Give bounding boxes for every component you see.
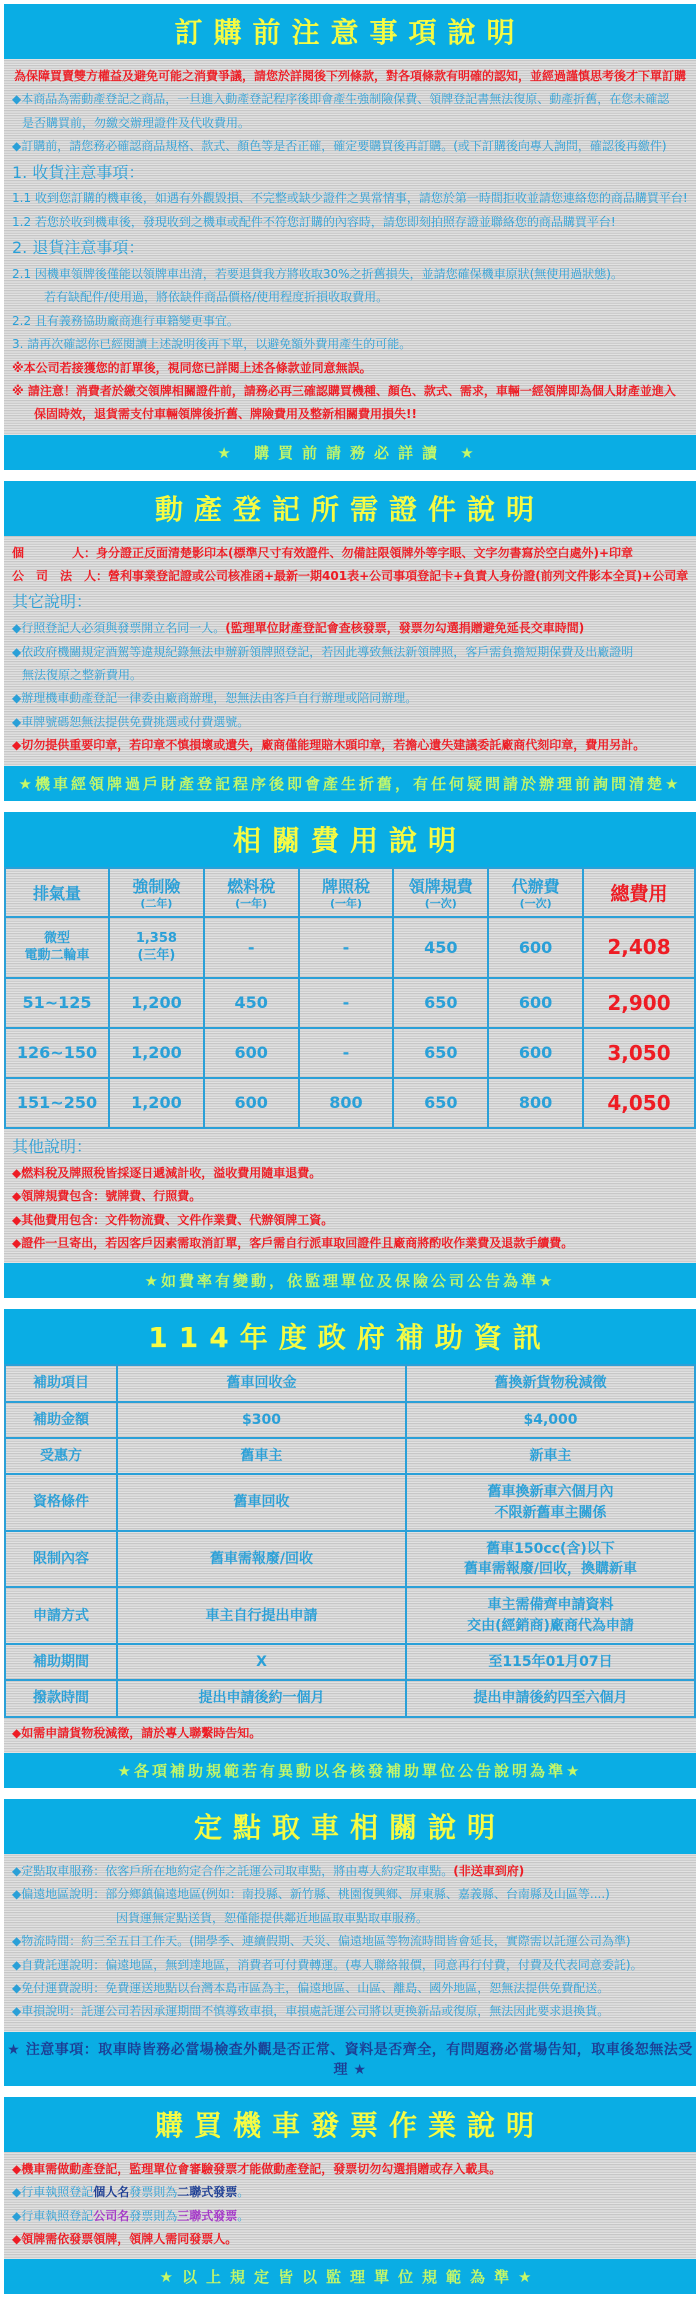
text-segment: 1.2 若您於收到機車後，發現收到之機車或配件不符您訂購的內容時，請您即刻拍照存證並聯絡您的商品購買平台! bbox=[12, 214, 616, 229]
table-cell: 800 bbox=[488, 1078, 583, 1128]
section-footer bbox=[4, 1263, 696, 1298]
text-line bbox=[12, 65, 688, 88]
text-line bbox=[12, 2205, 688, 2228]
table-cell: 微型 電動二輪車 bbox=[5, 917, 109, 978]
table-cell: 600 bbox=[488, 917, 583, 978]
text-segment: ◆燃料稅及牌照稅皆採逐日遞減計收，溢收費用隨車退費。 bbox=[12, 1165, 322, 1180]
text-line bbox=[12, 187, 688, 210]
table-row bbox=[5, 1402, 695, 1438]
text-line bbox=[12, 159, 688, 188]
table-cell: - bbox=[299, 1028, 394, 1078]
table-header-row bbox=[5, 868, 695, 917]
table-cell: 600 bbox=[488, 978, 583, 1028]
text-segment: ◆如需申請貨物稅減徵，請於專人聯繫時告知。 bbox=[12, 1725, 262, 1740]
table-row bbox=[5, 1531, 695, 1588]
text-line bbox=[12, 617, 688, 640]
section-title: 購買機車發票作業說明 bbox=[154, 2108, 545, 2142]
section-related-fees bbox=[4, 812, 696, 1299]
text-segment: 個人名 bbox=[93, 2185, 130, 2200]
table-cell: $300 bbox=[117, 1402, 406, 1438]
fee-table bbox=[4, 867, 696, 1129]
text-segment: 若有缺配件/使用過，將依缺件商品價格/使用程度折損收取費用。 bbox=[44, 290, 389, 305]
text-line bbox=[12, 112, 688, 135]
table-cell: X bbox=[117, 1644, 406, 1680]
text-segment: ◆定點取車服務：依客戶所在地約定合作之託運公司取車點，將由專人約定取車點。 bbox=[12, 1864, 454, 1878]
section-pickup-info bbox=[4, 1799, 696, 2086]
text-segment: ◆車損說明：託運公司若因承運期間不慎導致車損，車損處託運公司將以更換新品或復原，無法因此要求退換貨。 bbox=[12, 2004, 610, 2019]
section-footer bbox=[4, 1753, 696, 1788]
table-cell: 450 bbox=[393, 917, 488, 978]
table-cell: 提出申請後約一個月 bbox=[117, 1680, 406, 1716]
footer-note: ★如費率有變動，依監理單位及保險公司公告為準★ bbox=[144, 1272, 556, 1291]
footer-note: ★機車經領牌過戶財產登記程序後即會產生折舊，有任何疑問請於辦理前詢問清楚★ bbox=[18, 774, 682, 793]
data-table bbox=[4, 1364, 696, 1717]
footer-note: ★ 購買前請務必詳讀 ★ bbox=[217, 443, 483, 462]
table-row bbox=[5, 1438, 695, 1474]
text-segment: ◆偏遠地區說明：部分鄉鎮偏遠地區(例如：南投縣、新竹縣、桃園復興鄉、屏東縣、嘉義縣、台南縣及山區等....) bbox=[12, 1887, 610, 1902]
table-cell: 限制內容 bbox=[5, 1531, 117, 1588]
section-government-subsidy bbox=[4, 1309, 696, 1788]
table-row bbox=[5, 1587, 695, 1644]
table-cell: 1,200 bbox=[109, 1078, 204, 1128]
table-cell: 領牌規費 (一次) bbox=[393, 868, 488, 917]
table-cell: 撥款時間 bbox=[5, 1680, 117, 1716]
text-line bbox=[12, 1930, 688, 1953]
section-title: 動產登記所需證件說明 bbox=[154, 492, 545, 526]
subsidy-notes bbox=[4, 1718, 696, 1753]
text-segment: 公司名 bbox=[93, 2208, 130, 2223]
data-table bbox=[4, 867, 696, 1129]
text-segment: ◆行車執照登記 bbox=[12, 2185, 94, 2200]
text-line bbox=[12, 2158, 688, 2181]
text-segment: 1. 收貨注意事項： bbox=[12, 162, 145, 182]
table-cell: 800 bbox=[299, 1078, 394, 1128]
table-row bbox=[5, 1474, 695, 1531]
table-cell: $4,000 bbox=[406, 1402, 695, 1438]
table-cell: 650 bbox=[393, 978, 488, 1028]
table-cell: 補助金額 bbox=[5, 1402, 117, 1438]
section-header bbox=[4, 812, 696, 867]
section-invoice-info bbox=[4, 2097, 696, 2295]
table-cell: 舊車150cc(含)以下 舊車需報廢/回收，換購新車 bbox=[406, 1531, 695, 1588]
text-segment: 發票則為 bbox=[129, 2208, 178, 2223]
text-segment: ◆證件一旦寄出，若因客戶因素需取消訂單，客戶需自行派車取回證件且廠商將酌收作業費及退款手續費。 bbox=[12, 1235, 574, 1250]
text-line bbox=[12, 664, 688, 687]
text-segment: ※ 請注意！消費者於繳交領牌相關證件前，請務必再三確認購買機種、顏色、款式、需求，車輛一經領牌即為個人財產並進入 bbox=[12, 383, 676, 398]
table-cell: 3,050 bbox=[583, 1028, 695, 1078]
text-segment: 其它說明： bbox=[12, 592, 93, 612]
table-cell: 450 bbox=[204, 978, 299, 1028]
table-cell: 受惠方 bbox=[5, 1438, 117, 1474]
table-cell: 51~125 bbox=[5, 978, 109, 1028]
text-segment: ◆切勿提供重要印章，若印章不慎損壞或遺失，廠商僅能理賠木頭印章，若擔心遺失建議委託廠商代刻印章，費用另計。 bbox=[12, 738, 646, 753]
text-segment: ◆物流時間：約三至五日工作天。(開學季、連續假期、天災、偏遠地區等物流時間皆會延長，實際需以託運公司為準) bbox=[12, 1934, 631, 1949]
table-row bbox=[5, 917, 695, 978]
text-segment: 公 司 法 人：營利事業登記證或公司核准函+最新一期401表+公司事項登記卡+負責人身份證(前列文件影本全頁)+公司章 bbox=[12, 569, 688, 584]
text-segment: ◆依政府機關規定酒駕等違規紀錄無法申辦新領牌照登記，若因此導致無法新領牌照，客戶需負擔短期保費及出廠證明 bbox=[12, 644, 634, 659]
text-segment: 2. 退貨注意事項： bbox=[12, 238, 145, 258]
section-registration-documents bbox=[4, 481, 696, 801]
text-line bbox=[12, 88, 688, 111]
table-row bbox=[5, 1644, 695, 1680]
text-line bbox=[12, 1860, 688, 1883]
text-line bbox=[12, 1954, 688, 1977]
table-cell: 代辦費 (一次) bbox=[488, 868, 583, 917]
text-line bbox=[12, 1722, 688, 1745]
table-cell: 600 bbox=[204, 1078, 299, 1128]
page-title: 訂購前注意事項說明 bbox=[174, 16, 526, 49]
table-cell: 2,900 bbox=[583, 978, 695, 1028]
text-line bbox=[12, 234, 688, 263]
table-row bbox=[5, 1078, 695, 1128]
text-segment: ◆行照登記人必須與發票開立名同一人。 bbox=[12, 621, 226, 636]
section-footer bbox=[4, 2259, 696, 2294]
table-cell: 1,358 (三年) bbox=[109, 917, 204, 978]
text-line bbox=[12, 333, 688, 356]
footer-note: ★以上規定皆以監理單位規範為準★ bbox=[159, 2268, 541, 2287]
text-segment: (非送車到府) bbox=[453, 1864, 525, 1878]
section-title: 定點取車相關說明 bbox=[193, 1811, 506, 1844]
text-line bbox=[12, 286, 688, 309]
table-cell: 補助項目 bbox=[5, 1365, 117, 1401]
table-cell: - bbox=[204, 917, 299, 978]
text-line bbox=[12, 1232, 688, 1255]
table-cell: 2,408 bbox=[583, 917, 695, 978]
section-body bbox=[4, 2152, 696, 2260]
text-segment: 發票則為 bbox=[129, 2185, 178, 2200]
text-line bbox=[12, 357, 688, 380]
table-cell: 舊車主 bbox=[117, 1438, 406, 1474]
text-line bbox=[12, 734, 688, 757]
section-footer bbox=[4, 2032, 696, 2086]
table-cell: 補助期間 bbox=[5, 1644, 117, 1680]
text-line bbox=[12, 588, 688, 617]
section-body bbox=[4, 536, 696, 766]
text-segment: 1.1 收到您訂購的機車後，如遇有外觀毀損、不完整或缺少證件之異常情事，請您於第一時間拒收並請您連絡您的商品購買平台! bbox=[12, 191, 688, 206]
table-cell: 1,200 bbox=[109, 1028, 204, 1078]
table-cell: 151~250 bbox=[5, 1078, 109, 1128]
text-segment: ◆自費託運說明：偏遠地區，無到達地區，消費者可付費轉運。(專人聯絡報價，同意再行付費，付費及代表同意委託)。 bbox=[12, 1957, 643, 1972]
table-cell: 資格條件 bbox=[5, 1474, 117, 1531]
text-line bbox=[12, 1209, 688, 1232]
section-header bbox=[4, 1799, 696, 1854]
text-segment: ◆免付運費說明：免費運送地點以台灣本島市區為主，偏遠地區、山區、離島、國外地區，恕無法提供免費配送。 bbox=[12, 1980, 610, 1995]
text-line bbox=[12, 1185, 688, 1208]
table-cell: 650 bbox=[393, 1028, 488, 1078]
text-segment: ◆車牌號碼恕無法提供免費挑選或付費選號。 bbox=[12, 714, 250, 729]
table-cell: 1,200 bbox=[109, 978, 204, 1028]
section-order-notice bbox=[4, 4, 696, 470]
table-cell: 車主需備齊申請資料 交由(經銷商)廠商代為申請 bbox=[406, 1587, 695, 1644]
table-cell: 提出申請後約四至六個月 bbox=[406, 1680, 695, 1716]
table-cell: 650 bbox=[393, 1078, 488, 1128]
text-segment: ※本公司若接獲您的訂單後，視同您已詳閱上述各條款並同意無誤。 bbox=[12, 360, 372, 375]
text-segment: 因貨運無定點送貨，恕僅能提供鄰近地區取車點取車服務。 bbox=[116, 1910, 429, 1925]
table-cell: 4,050 bbox=[583, 1078, 695, 1128]
table-cell: 600 bbox=[488, 1028, 583, 1078]
text-line bbox=[12, 310, 688, 333]
table-cell: - bbox=[299, 917, 394, 978]
text-segment: 2.1 因機車領牌後僅能以領牌車出清，若要退貨我方將收取30%之折舊損失，並請您確保機車原狀(無使用過狀態)。 bbox=[12, 266, 623, 281]
text-segment: ◆行車執照登記 bbox=[12, 2208, 94, 2223]
table-row bbox=[5, 978, 695, 1028]
table-row bbox=[5, 1680, 695, 1716]
table-cell: 排氣量 bbox=[5, 868, 109, 917]
text-line bbox=[12, 1883, 688, 1906]
section-body bbox=[4, 1854, 696, 2032]
table-cell: 舊車回收金 bbox=[117, 1365, 406, 1401]
text-line bbox=[12, 711, 688, 734]
text-segment: ◆本商品為需動產登記之商品，一旦進入動產登記程序後即會產生強制險保費、領牌登記書無法復原、動產折舊，在您未確認 bbox=[12, 92, 670, 107]
footer-note: ★ 注意事項：取車時皆務必當場檢查外觀是否正常、資料是否齊全，有問題務必當場告知，取車後恕無法受理 ★ bbox=[7, 2041, 693, 2078]
table-cell: 600 bbox=[204, 1028, 299, 1078]
table-cell: 126~150 bbox=[5, 1028, 109, 1078]
text-line bbox=[12, 211, 688, 234]
text-segment: ◆領牌需依發票領牌，領牌人需同發票人。 bbox=[12, 2231, 238, 2246]
text-line bbox=[12, 380, 688, 403]
fee-notes bbox=[4, 1129, 696, 1263]
text-segment: 是否購買前，勿繳交辦理證件及代收費用。 bbox=[22, 115, 251, 130]
text-line bbox=[12, 1133, 688, 1162]
text-segment: 為保障買賣雙方權益及避免可能之消費爭議，請您於詳閱後下列條款，對各項條款有明確的認知，並經過謹慎思考後才下單訂購 bbox=[13, 69, 686, 83]
text-segment: 三聯式發票 bbox=[177, 2208, 238, 2223]
text-segment: ◆辦理機車動產登記一律委由廠商辦理，恕無法由客戶自行辦理或陪同辦理。 bbox=[12, 691, 418, 706]
section-footer bbox=[4, 435, 696, 470]
text-segment: 。 bbox=[237, 2185, 250, 2200]
text-line bbox=[12, 687, 688, 710]
section-header bbox=[4, 4, 696, 59]
text-segment: ◆訂購前，請您務必確認商品規格、款式、顏色等是否正確，確定要購買後再訂購。(或下訂購後向專人詢問，確認後再繳件) bbox=[12, 139, 667, 154]
text-line bbox=[12, 2181, 688, 2204]
table-cell: 舊換新貨物稅減徵 bbox=[406, 1365, 695, 1401]
text-line bbox=[12, 1162, 688, 1185]
table-cell: 申請方式 bbox=[5, 1587, 117, 1644]
text-line bbox=[12, 542, 688, 565]
section-header bbox=[4, 1309, 696, 1364]
text-line bbox=[12, 565, 688, 588]
section-body bbox=[4, 59, 696, 435]
table-cell: 舊車換新車六個月內 不限新舊車主關係 bbox=[406, 1474, 695, 1531]
text-segment: ◆機車需做動產登記，監理單位會審驗發票才能做動產登記，發票切勿勾選捐贈或存入載具。 bbox=[12, 2161, 502, 2176]
section-title: 114年度政府補助資訊 bbox=[148, 1321, 552, 1355]
text-segment: 3. 請再次確認你已經閱讀上述說明後再下單，以避免額外費用產生的可能。 bbox=[12, 337, 412, 352]
text-line bbox=[12, 2228, 688, 2251]
text-segment: 保固時效，退貨需支付車輛領牌後折舊、牌險費用及整新相關費用損失!! bbox=[34, 407, 417, 422]
section-footer bbox=[4, 766, 696, 801]
table-cell: 新車主 bbox=[406, 1438, 695, 1474]
table-row bbox=[5, 1365, 695, 1401]
table-cell: 牌照稅 (一年) bbox=[299, 868, 394, 917]
text-line bbox=[12, 641, 688, 664]
footer-note: ★各項補助規範若有異動以各核發補助單位公告說明為準★ bbox=[117, 1762, 583, 1780]
table-row bbox=[5, 1028, 695, 1078]
subsidy-table bbox=[4, 1364, 696, 1717]
table-cell: 強制險 (二年) bbox=[109, 868, 204, 917]
text-segment: ◆領牌規費包含：號牌費、行照費。 bbox=[12, 1189, 202, 1204]
text-line bbox=[12, 2000, 688, 2023]
table-cell: 舊車需報廢/回收 bbox=[117, 1531, 406, 1588]
text-line bbox=[12, 135, 688, 158]
table-cell: 至115年01月07日 bbox=[406, 1644, 695, 1680]
text-segment: 2.2 且有義務協助廠商進行車籍變更事宜。 bbox=[12, 313, 239, 328]
text-segment: ◆其他費用包含：文件物流費、文件作業費、代辦領牌工資。 bbox=[12, 1212, 334, 1227]
text-line bbox=[12, 1977, 688, 2000]
section-body bbox=[4, 867, 696, 1264]
text-segment: 。 bbox=[237, 2208, 250, 2223]
text-segment: 二聯式發票 bbox=[177, 2185, 238, 2200]
section-header bbox=[4, 2097, 696, 2152]
text-line bbox=[12, 403, 688, 426]
text-line bbox=[12, 1907, 688, 1930]
table-cell: - bbox=[299, 978, 394, 1028]
table-cell: 舊車回收 bbox=[117, 1474, 406, 1531]
table-cell: 車主自行提出申請 bbox=[117, 1587, 406, 1644]
table-cell: 總費用 bbox=[583, 868, 695, 917]
text-segment: 其他說明： bbox=[12, 1136, 93, 1156]
section-title: 相關費用說明 bbox=[232, 823, 467, 857]
text-line bbox=[12, 263, 688, 286]
text-segment: (監理單位財產登記會查核發票，發票勿勾選捐贈避免延長交車時間) bbox=[225, 621, 585, 636]
text-segment: 個 人：身分證正反面清楚影印本(標準尺寸有效證件、勿備註限領牌外等字眼、文字勿書寫於空白處外)+印章 bbox=[12, 545, 634, 560]
text-segment: 無法復原之整新費用。 bbox=[22, 668, 143, 683]
section-body bbox=[4, 1364, 696, 1753]
table-cell: 燃料稅 (一年) bbox=[204, 868, 299, 917]
section-header bbox=[4, 481, 696, 536]
